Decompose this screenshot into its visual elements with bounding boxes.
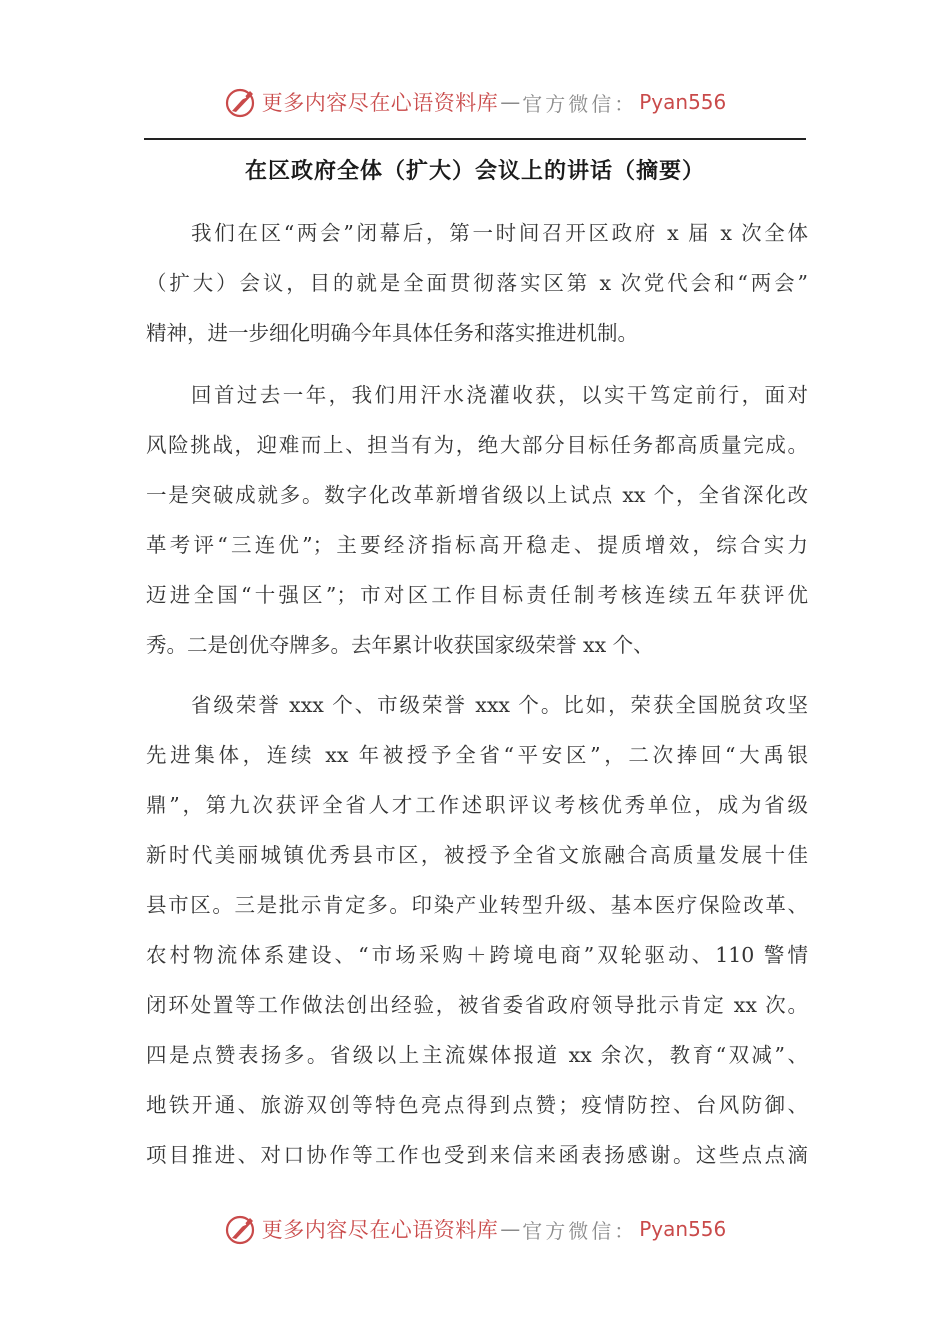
- paragraph-line: 项目推进、对口协作等工作也受到来信来函表扬感谢。这些点点滴: [146, 1143, 808, 1167]
- paragraph-line: 县市区。三是批示肯定多。印染产业转型升级、基本医疗保险改革、: [146, 893, 808, 917]
- banner-wechat-label: 官方微信：: [522, 91, 638, 116]
- header-banner: [0, 84, 950, 120]
- paragraph-line: 迈进全国“十强区”；市对区工作目标责任制考核连续五年获评优: [146, 583, 808, 607]
- paragraph-line: 地铁开通、旅游双创等特色亮点得到点赞；疫情防控、台风防御、: [146, 1093, 808, 1117]
- banner-brand-text: 更多内容尽在心语资料库: [261, 1218, 499, 1242]
- paragraph-line: 一是突破成就多。数字化改革新增省级以上试点 xx 个，全省深化改: [146, 483, 808, 507]
- paragraph-line: （扩大）会议，目的就是全面贯彻落实区第 x 次党代会和“两会”: [146, 271, 808, 295]
- paragraph-line: 四是点赞表扬多。省级以上主流媒体报道 xx 余次，教育“双减”、: [146, 1043, 808, 1067]
- paragraph-line: 鼎”，第九次获评全省人才工作述职评议考核优秀单位，成为省级: [146, 793, 808, 817]
- paragraph-1: [146, 208, 808, 358]
- paragraph-2: [146, 370, 808, 670]
- paragraph-line: 秀。二是创优夺牌多。去年累计收获国家级荣誉 xx 个、: [146, 633, 654, 657]
- quill-seal-logo-icon: [224, 85, 258, 119]
- quill-seal-logo-icon: [224, 1212, 258, 1246]
- paragraph-line: 先进集体，连续 xx 年被授予全省“平安区”，二次捧回“大禹银: [146, 743, 808, 767]
- paragraph-3: [146, 680, 808, 1180]
- paragraph-line: 革考评“三连优”；主要经济指标高开稳走、提质增效，综合实力: [146, 533, 808, 557]
- paragraph-line: 省级荣誉 xxx 个、市级荣誉 xxx 个。比如，荣获全国脱贫攻坚: [191, 693, 808, 717]
- paragraph-line: 风险挑战，迎难而上、担当有为，绝大部分目标任务都高质量完成。: [146, 433, 808, 457]
- paragraph-line: 回首过去一年，我们用汗水浇灌收获，以实干笃定前行，面对: [191, 383, 808, 407]
- header-rule: [144, 138, 806, 140]
- paragraph-line: 我们在区“两会”闭幕后，第一时间召开区政府 x 届 x 次全体: [191, 221, 808, 245]
- paragraph-line: 精神，进一步细化明确今年具体任务和落实推进机制。: [146, 321, 638, 345]
- banner-wechat-label: 官方微信：: [522, 1218, 638, 1243]
- footer-banner: [0, 1211, 950, 1247]
- banner-dash: —: [500, 90, 521, 114]
- banner-dash: —: [500, 1217, 521, 1241]
- paragraph-line: 闭环处置等工作做法创出经验，被省委省政府领导批示肯定 xx 次。: [146, 993, 808, 1017]
- document-title: 在区政府全体（扩大）会议上的讲话（摘要）: [244, 159, 705, 184]
- banner-wechat-id: Pyan556: [639, 90, 727, 114]
- banner-brand-text: 更多内容尽在心语资料库: [261, 91, 499, 115]
- banner-wechat-id: Pyan556: [639, 1217, 727, 1241]
- paragraph-line: 农村物流体系建设、“市场采购＋跨境电商”双轮驱动、110 警情: [146, 943, 808, 967]
- paragraph-line: 新时代美丽城镇优秀县市区，被授予全省文旅融合高质量发展十佳: [146, 843, 808, 867]
